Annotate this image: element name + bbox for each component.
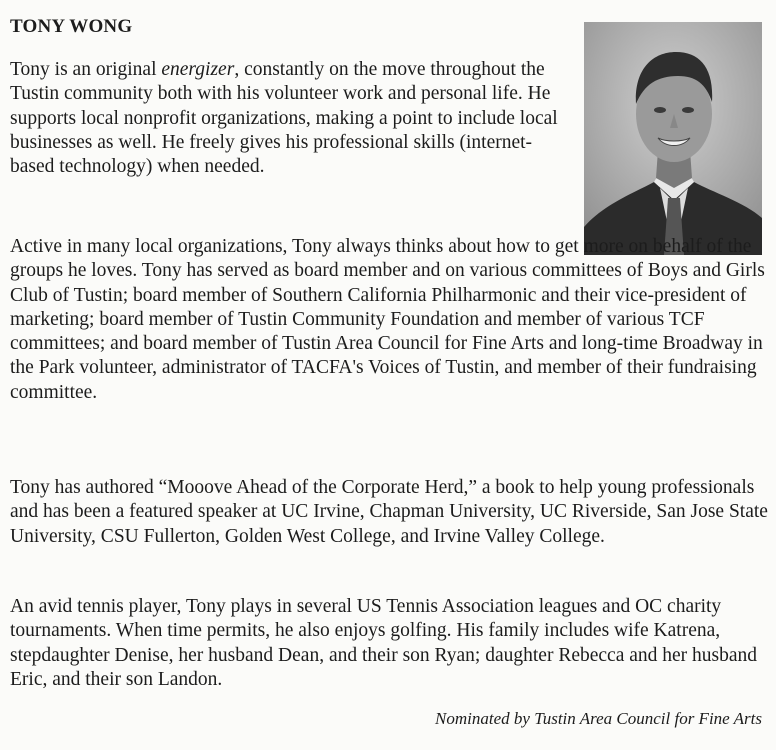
portrait-photo [584, 22, 762, 255]
emphasis-energizer: energizer [161, 59, 235, 80]
person-name: TONY WONG [10, 16, 133, 37]
bio-paragraph-author: Tony has authored “Mooove Ahead of the Corporate Herd,” a book to help young professionals and has been a featured speaker at UC Irvine, Chapman University, UC Riverside, San Jose State University, CSU Fullerton, Golden West College, and Irvine Valley College. [10, 477, 768, 547]
nomination-credit: Nominated by Tustin Area Council for Fine Arts [435, 709, 762, 728]
bio-paragraph-personal: An avid tennis player, Tony plays in several US Tennis Association leagues and OC charity tournaments. When time permits, he also enjoys golfing. His family includes wife Katrena, stepdaughter Denise, her husband Dean, and their son Ryan; daughter Rebecca and her husband Eric, and their son Landon. [10, 596, 758, 690]
bio-paragraph-intro: Tony is an original energizer, constantly on the move throughout the Tustin community both with his volunteer work and personal life. He supports local nonprofit organizations, making a point to include local businesses as well. He freely gives his professional skills (internet-based technology) when needed. [10, 59, 558, 178]
bio-paragraph-organizations: Active in many local organizations, Tony always thinks about how to get more on behalf of the groups he loves. Tony has served as board member and on various committees of Boys and Girls Club of Tustin; board member of Southern California Philharmonic and their vice-president of marketing; board member of Tustin Community Foundation and member of various TCF committees; and board member of Tustin Area Council for Fine Arts and long-time Broadway in the Park volunteer, administrator of TACFA's Voices of Tustin, and member of their fundraising committee. [10, 236, 765, 403]
